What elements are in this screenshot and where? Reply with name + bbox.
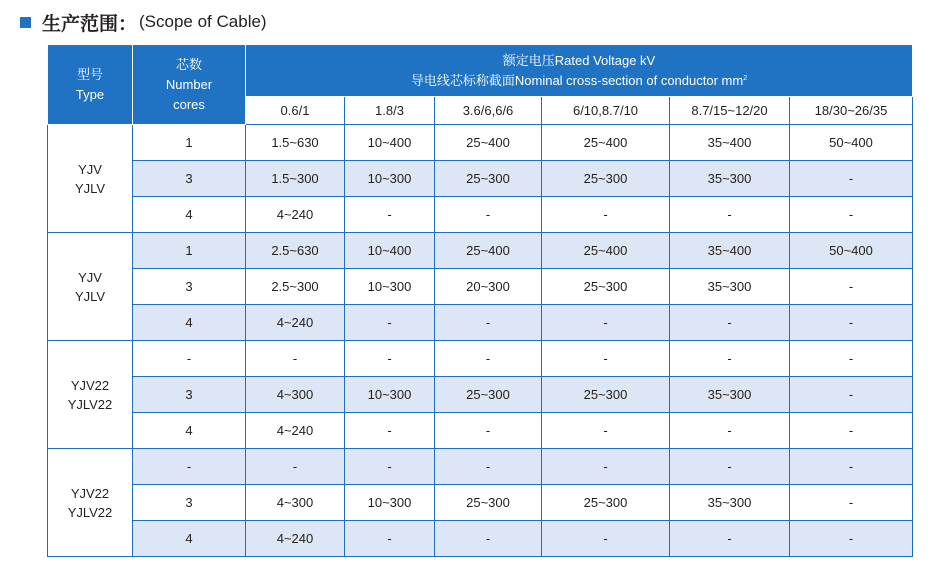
cores-cell: 4 [133, 413, 246, 449]
section-value-cell: 1.5~300 [246, 161, 345, 197]
table-row [48, 305, 913, 341]
table-row [48, 233, 913, 269]
cores-cell: 1 [133, 233, 246, 269]
section-value-cell: - [542, 197, 670, 233]
section-value-cell: - [790, 269, 913, 305]
type-cell: YJV22 YJLV22 [48, 449, 133, 557]
section-value-cell: 10~400 [345, 233, 435, 269]
section-value-cell: - [790, 521, 913, 557]
table-row [48, 377, 913, 413]
cores-cell: 3 [133, 269, 246, 305]
cores-cell: - [133, 341, 246, 377]
table-row [48, 485, 913, 521]
cores-cell: 4 [133, 521, 246, 557]
section-value-cell: 10~300 [345, 485, 435, 521]
section-value-cell: - [790, 197, 913, 233]
cores-cell: 4 [133, 197, 246, 233]
section-value-cell: - [790, 413, 913, 449]
cores-cell: 1 [133, 125, 246, 161]
table-row [48, 449, 913, 485]
section-value-cell: 2.5~300 [246, 269, 345, 305]
voltage-col-header: 1.8/3 [345, 97, 435, 125]
section-value-cell: - [345, 521, 435, 557]
section-value-cell: 50~400 [790, 125, 913, 161]
section-value-cell: 25~300 [435, 485, 542, 521]
section-value-cell: - [670, 521, 790, 557]
section-value-cell: - [542, 413, 670, 449]
voltage-header: 额定电压Rated Voltage kV 导电线芯标称截面Nominal cross-section of conductor $mm^2$ [246, 45, 913, 97]
section-value-cell: 10~300 [345, 161, 435, 197]
section-value-cell: - [246, 449, 345, 485]
section-value-cell: 4~240 [246, 197, 345, 233]
section-value-cell: 4~240 [246, 305, 345, 341]
section-value-cell: 25~300 [542, 485, 670, 521]
section-value-cell: - [542, 341, 670, 377]
section-value-cell: - [790, 485, 913, 521]
type-cell: YJV22 YJLV22 [48, 341, 133, 449]
section-value-cell: 25~400 [435, 125, 542, 161]
table-row [48, 197, 913, 233]
section-value-cell: 4~300 [246, 377, 345, 413]
section-value-cell: - [670, 341, 790, 377]
section-value-cell: 25~300 [542, 377, 670, 413]
section-value-cell: - [345, 449, 435, 485]
section-value-cell: - [790, 449, 913, 485]
section-value-cell: 4~240 [246, 521, 345, 557]
section-value-cell: 35~300 [670, 377, 790, 413]
cores-cell: - [133, 449, 246, 485]
section-value-cell: 10~400 [345, 125, 435, 161]
section-value-cell: - [790, 341, 913, 377]
section-value-cell: - [435, 449, 542, 485]
section-value-cell: - [670, 305, 790, 341]
cores-cell: 3 [133, 377, 246, 413]
cores-cell: 3 [133, 485, 246, 521]
section-value-cell: 25~400 [542, 233, 670, 269]
section-value-cell: - [345, 413, 435, 449]
section-heading [20, 8, 267, 36]
section-value-cell: - [435, 413, 542, 449]
section-value-cell: - [670, 413, 790, 449]
section-value-cell: 35~300 [670, 161, 790, 197]
section-value-cell: 25~400 [435, 233, 542, 269]
section-value-cell: 20~300 [435, 269, 542, 305]
voltage-col-header: 6/10,8.7/10 [542, 97, 670, 125]
type-header: 型号 Type [48, 45, 133, 125]
section-value-cell: - [542, 521, 670, 557]
cores-header: 芯数 Number cores [133, 45, 246, 125]
cores-cell: 4 [133, 305, 246, 341]
section-value-cell: 4~300 [246, 485, 345, 521]
table-row [48, 269, 913, 305]
voltage-col-header: 3.6/6,6/6 [435, 97, 542, 125]
voltage-col-header: 8.7/15~12/20 [670, 97, 790, 125]
bullet-square-icon [20, 17, 31, 28]
section-value-cell: - [542, 305, 670, 341]
section-value-cell: - [542, 449, 670, 485]
table-row [48, 125, 913, 161]
heading-title-en: (Scope of Cable) [139, 12, 267, 31]
section-value-cell: - [670, 449, 790, 485]
section-value-cell: - [790, 377, 913, 413]
section-value-cell: 35~400 [670, 125, 790, 161]
section-value-cell: 35~300 [670, 269, 790, 305]
section-value-cell: 35~300 [670, 485, 790, 521]
cores-cell: 3 [133, 161, 246, 197]
table-row [48, 413, 913, 449]
table-row [48, 521, 913, 557]
section-value-cell: - [435, 521, 542, 557]
cable-scope-table [47, 44, 913, 557]
table-row [48, 341, 913, 377]
section-value-cell: - [345, 305, 435, 341]
section-value-cell: 25~300 [435, 161, 542, 197]
section-value-cell: 1.5~630 [246, 125, 345, 161]
section-value-cell: - [345, 197, 435, 233]
section-value-cell: 25~300 [542, 161, 670, 197]
section-value-cell: 25~300 [542, 269, 670, 305]
section-value-cell: - [790, 161, 913, 197]
type-cell: YJV YJLV [48, 233, 133, 341]
section-value-cell: 10~300 [345, 377, 435, 413]
voltage-col-header: 0.6/1 [246, 97, 345, 125]
section-value-cell: 25~300 [435, 377, 542, 413]
section-value-cell: 25~400 [542, 125, 670, 161]
section-value-cell: 10~300 [345, 269, 435, 305]
section-value-cell: - [790, 305, 913, 341]
section-value-cell: - [670, 197, 790, 233]
section-value-cell: 35~400 [670, 233, 790, 269]
voltage-col-header: 18/30~26/35 [790, 97, 913, 125]
section-value-cell: 4~240 [246, 413, 345, 449]
heading-title-zh: 生产范围： [42, 13, 138, 35]
section-value-cell: 50~400 [790, 233, 913, 269]
section-value-cell: - [435, 305, 542, 341]
type-cell: YJV YJLV [48, 125, 133, 233]
section-value-cell: - [345, 341, 435, 377]
section-value-cell: - [435, 197, 542, 233]
section-value-cell: 2.5~630 [246, 233, 345, 269]
section-value-cell: - [246, 341, 345, 377]
section-value-cell: - [435, 341, 542, 377]
table-row [48, 161, 913, 197]
